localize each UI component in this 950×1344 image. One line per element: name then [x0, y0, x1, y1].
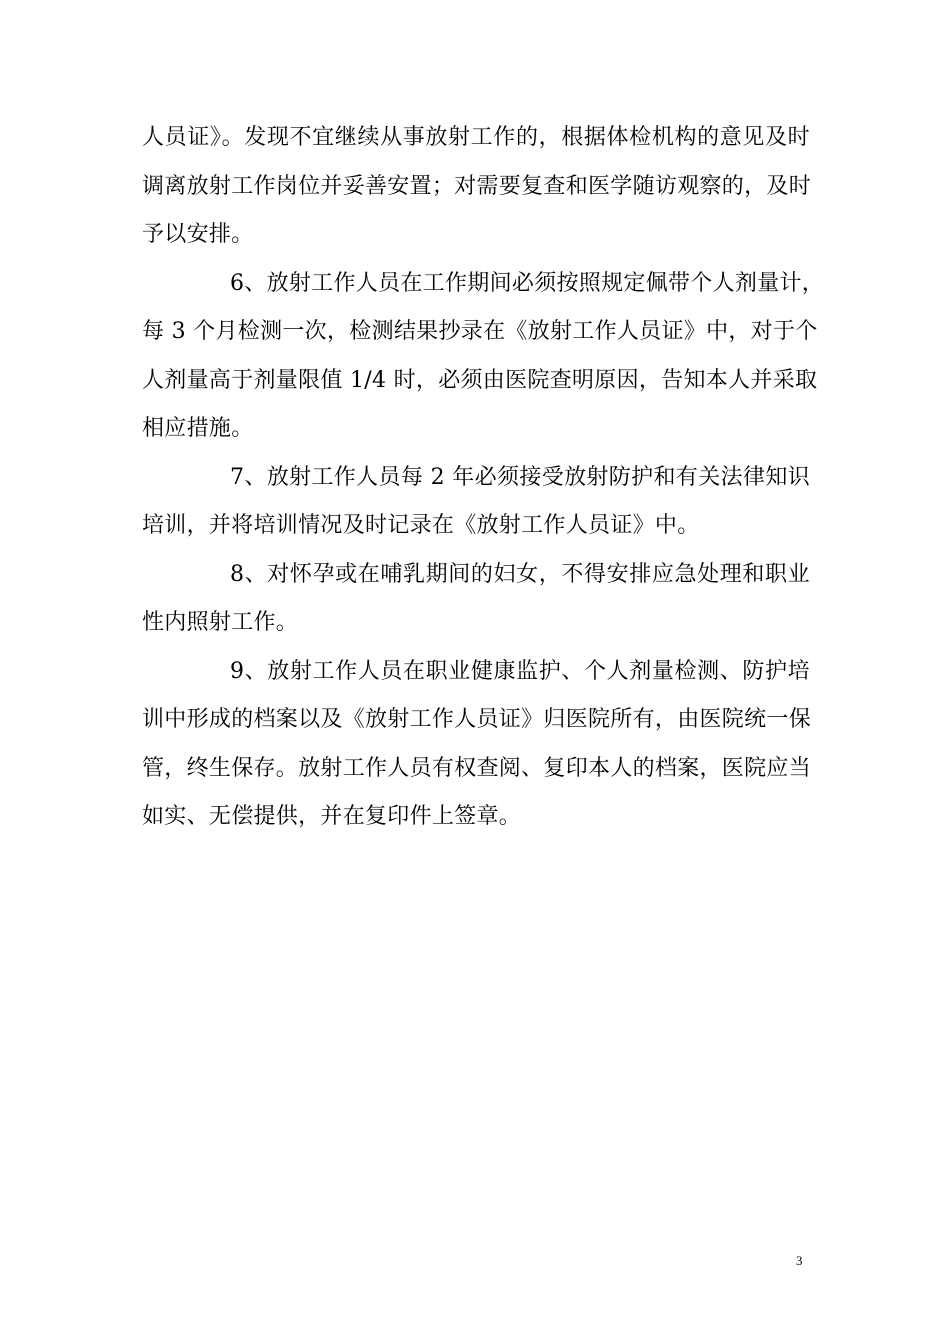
paragraph-6-first-line: 6、放射工作人员在工作期间必须按照规定佩带个人剂量计，: [230, 270, 825, 296]
text-line: 每 3 个月检测一次，检测结果抄录在《放射工作人员证》中，对于个: [142, 319, 818, 344]
paragraph-8-first-line: 8、对怀孕或在哺乳期间的妇女，不得安排应急处理和职业: [230, 561, 810, 587]
text-line: 训中形成的档案以及《放射工作人员证》归医院所有，由医院统一保: [142, 707, 812, 732]
page-number: 3: [796, 1253, 803, 1268]
text-line: 调离放射工作岗位并妥善安置；对需要复查和医学随访观察的，及时: [142, 173, 812, 199]
text-line: 如实、无偿提供，并在复印件上签章。: [142, 804, 522, 829]
paragraph-9-first-line: 9、放射工作人员在职业健康监护、个人剂量检测、防护培: [230, 658, 810, 684]
text-line: 人剂量高于剂量限值 1/4 时，必须由医院查明原因，告知本人并采取: [142, 367, 818, 393]
paragraph-7-first-line: 7、放射工作人员每 2 年必须接受放射防护和有关法律知识: [230, 464, 810, 490]
text-line: 培训，并将培训情况及时记录在《放射工作人员证》中。: [142, 513, 700, 538]
text-line: 相应措施。: [142, 416, 254, 441]
document-body: [142, 114, 825, 842]
text-line: 性内照射工作。: [142, 610, 299, 635]
text-line: 管，终生保存。放射工作人员有权查阅、复印本人的档案，医院应当: [142, 755, 812, 781]
text-line: 予以安排。: [142, 222, 254, 247]
text-line: 人员证》。发现不宜继续从事放射工作的，根据体检机构的意见及时: [142, 125, 810, 150]
